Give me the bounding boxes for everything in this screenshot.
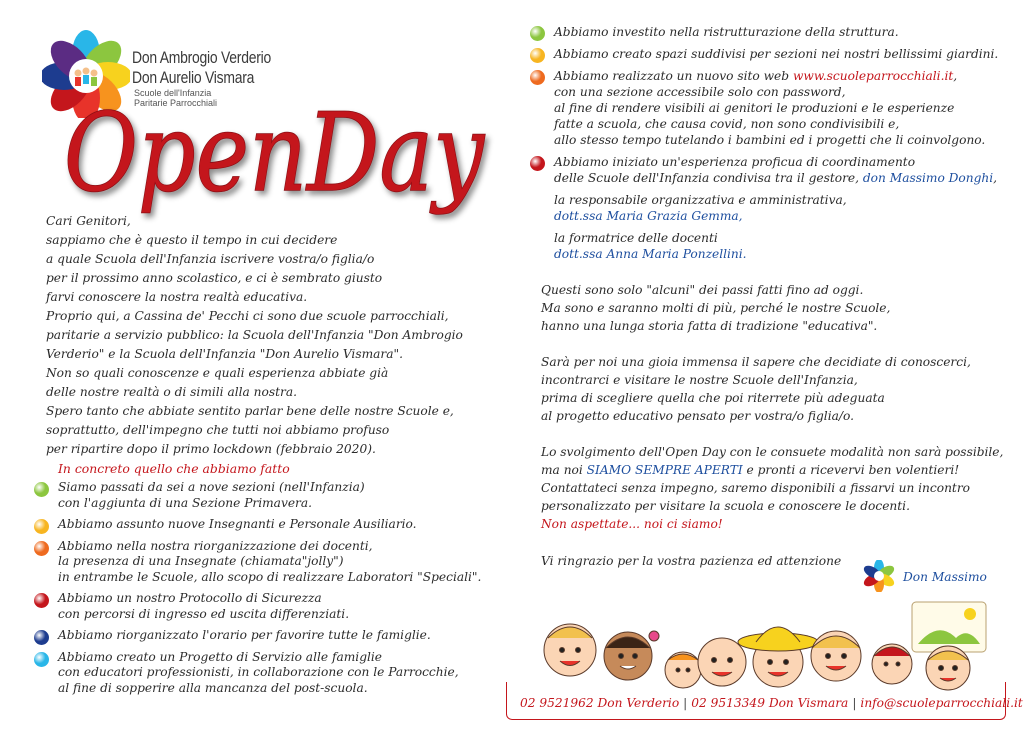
bullet-dot-icon — [530, 156, 545, 171]
separator: | — [852, 696, 857, 710]
open-day-title-text: OpenDay — [64, 91, 486, 216]
letter-line: per il prossimo anno scolastico, e ci è sembrato giusto — [46, 271, 383, 285]
bullet-dot-icon — [34, 593, 49, 608]
children-illustration — [508, 598, 1008, 694]
list-item-text-prefix: Abbiamo realizzato un nuovo sito web — [554, 69, 793, 83]
logo-name-vismara: Don Aurelio Vismara — [132, 68, 255, 87]
letter-line: Cari Genitori, — [46, 214, 131, 228]
paragraph-line: Ma sono e saranno molti di più, perché le nostre Scuole, — [541, 301, 891, 315]
signature-name: Don Massimo — [903, 570, 987, 584]
phone-verderio[interactable]: 02 9521962 Don Verderio — [520, 696, 680, 710]
bullet-dot-icon — [34, 652, 49, 667]
paragraph-line: Questi sono solo "alcuni" dei passi fatti fino ad oggi. — [541, 283, 864, 297]
list-item-text-suffix: , — [953, 69, 958, 83]
list-item-text: fatte a scuola, che causa covid, non sono condivisibili e, — [554, 117, 900, 131]
list-item-text: con l'aggiunta di una Sezione Primavera. — [58, 495, 313, 510]
paragraph-line: prima di scegliere quella che poi riterrete più adeguata — [541, 391, 885, 405]
list-item-text: Abbiamo riorganizzato l'orario per favorire tutte le famiglie. — [58, 628, 431, 642]
paragraph-line: incontrarci e visitare le nostre Scuole dell'Infanzia, — [541, 373, 858, 387]
letter-line: Proprio qui, a Cassina de' Pecchi ci sono due scuole parrocchiali, — [46, 309, 449, 323]
call-to-action: Non aspettate... noi ci siamo! — [541, 517, 723, 531]
bullet-dot-icon — [34, 541, 49, 556]
bullet-dot-icon — [530, 48, 545, 63]
achievements-list-left — [34, 480, 504, 702]
list-item — [530, 24, 1000, 40]
bullet-dot-icon — [34, 630, 49, 645]
list-item — [34, 628, 504, 644]
paragraph-line — [541, 461, 1001, 479]
list-item — [34, 539, 504, 586]
logo-subtitle-2: Paritarie Parrocchiali — [134, 98, 218, 108]
paragraph-line: Lo svolgimento dell'Open Day con le consuete modalità non sarà possibile, — [541, 445, 1004, 459]
list-item-text-suffix: , — [993, 171, 998, 185]
person-name: don Massimo Donghi — [862, 171, 994, 185]
letter-line: paritarie a servizio pubblico: la Scuola dell'Infanzia "Don Ambrogio — [46, 328, 463, 342]
bullet-dot-icon — [530, 70, 545, 85]
letter-line: per ripartire dopo il primo lockdown (febbraio 2020). — [46, 442, 376, 456]
list-item-text: Abbiamo assunto nuove Insegnanti e Personale Ausiliario. — [58, 517, 417, 531]
paragraph — [541, 281, 1001, 335]
list-item-text: Abbiamo investito nella ristrutturazione della struttura. — [554, 25, 899, 39]
open-day-title — [58, 72, 498, 232]
paragraph-line: Sarà per noi una gioia immensa il sapere che decidiate di conoscerci, — [541, 355, 971, 369]
letter-line: Spero tanto che abbiate sentito parlar bene delle nostre Scuole e, — [46, 404, 454, 418]
list-item — [34, 591, 504, 622]
letter-line: Verderio" e la Scuola dell'Infanzia "Don Aurelio Vismara". — [46, 347, 403, 361]
website-link[interactable]: www.scuoleparrocchiali.it — [792, 69, 954, 83]
bullet-dot-icon — [34, 482, 49, 497]
section-subheading: In concreto quello che abbiamo fatto — [58, 461, 290, 476]
letter-line: a quale Scuola dell'Infanzia iscrivere vostra/o figlia/o — [46, 252, 375, 266]
list-item-text: con percorsi di ingresso ed uscita differenziati. — [58, 606, 350, 621]
separator: | — [683, 696, 688, 710]
paragraph-line: hanno una lunga storia fatta di tradizione "educativa". — [541, 319, 878, 333]
letter-line: soprattutto, dell'impegno che tutti noi abbiamo profuso — [46, 423, 390, 437]
list-item-text: Abbiamo nella nostra riorganizzazione dei docenti, — [58, 538, 373, 553]
bullet-dot-icon — [530, 26, 545, 41]
list-item — [34, 650, 504, 697]
paragraph-line: Contattateci senza impegno, saremo disponibili a fissarvi un incontro — [541, 481, 970, 495]
letter-line: delle nostre realtà o di simili alla nostra. — [46, 385, 297, 399]
list-item-text: Siamo passati da sei a nove sezioni (nell'Infanzia) — [58, 480, 365, 494]
list-item-text: la presenza di una Insegnate (chiamata"jolly") — [58, 554, 344, 568]
paragraph-line: al progetto educativo pensato per vostra/o figlia/o. — [541, 409, 854, 423]
always-open-highlight: SIAMO SEMPRE APERTI — [586, 463, 743, 477]
paragraph — [541, 443, 1004, 533]
logo-name-verderio: Don Ambrogio Verderio — [132, 48, 271, 67]
closing-paragraphs — [541, 281, 1004, 551]
paragraph-line-suffix: e pronti a ricevervi ben volentieri! — [742, 463, 960, 477]
list-item — [530, 68, 1000, 148]
list-item-text — [554, 68, 1000, 84]
list-item-text — [554, 170, 1000, 186]
person-name: dott.ssa Maria Grazia Gemma, — [554, 209, 743, 223]
list-item-text: in entrambe le Scuole, allo scopo di realizzare Laboratori "Speciali". — [58, 569, 482, 584]
list-item — [530, 154, 1000, 262]
list-item — [530, 46, 1000, 62]
signature-flower-icon — [863, 560, 895, 592]
list-item-text: la formatrice delle docenti — [554, 231, 718, 245]
list-item-text: Abbiamo iniziato un'esperienza proficua di coordinamento — [554, 155, 916, 169]
paragraph-line-prefix: ma noi — [541, 463, 587, 477]
list-item-text-prefix: delle Scuole dell'Infanzia condivisa tra il gestore, — [554, 171, 863, 185]
person-name: dott.ssa Anna Maria Ponzellini. — [554, 247, 747, 261]
list-item-text: allo stesso tempo tutelando i bambini ed i progetti che li coinvolgono. — [554, 133, 986, 147]
list-item-text: Abbiamo creato un Progetto di Servizio alle famiglie — [58, 649, 382, 664]
paragraph — [541, 353, 1001, 425]
letter-line: farvi conoscere la nostra realtà educativa. — [46, 290, 308, 304]
list-item-text: con educatori professionisti, in collaborazione con le Parrocchie, — [58, 665, 459, 679]
list-item-text: al fine di rendere visibili ai genitori le produzioni e le esperienze — [554, 101, 955, 115]
list-item-text: la responsabile organizzativa e amministrativa, — [554, 193, 847, 207]
contact-bar — [520, 696, 1023, 710]
letter-line: Non so quali conoscenze e quali esperienza abbiate già — [46, 366, 389, 380]
list-item — [34, 480, 504, 511]
contact-email[interactable]: info@scuoleparrocchiali.it — [860, 696, 1023, 710]
list-item — [34, 517, 504, 533]
list-item-text: con una sezione accessibile solo con password, — [554, 85, 846, 99]
logo-subtitle-1: Scuole dell'Infanzia — [134, 88, 212, 98]
bullet-dot-icon — [34, 519, 49, 534]
signoff-text: Vi ringrazio per la vostra pazienza ed attenzione — [541, 554, 842, 568]
letter-line: sappiamo che è questo il tempo in cui decidere — [46, 233, 338, 247]
achievements-list-right — [530, 24, 1000, 268]
list-item-text: al fine di sopperire alla mancanza del post-scuola. — [58, 680, 368, 695]
list-item-text: Abbiamo creato spazi suddivisi per sezioni nei nostri bellissimi giardini. — [554, 47, 999, 61]
list-item-text: Abbiamo un nostro Protocollo di Sicurezza — [58, 591, 322, 605]
phone-vismara[interactable]: 02 9513349 Don Vismara — [691, 696, 849, 710]
paragraph-line: personalizzato per visitare la scuola e conoscere le docenti. — [541, 499, 910, 513]
letter-body — [46, 212, 506, 459]
